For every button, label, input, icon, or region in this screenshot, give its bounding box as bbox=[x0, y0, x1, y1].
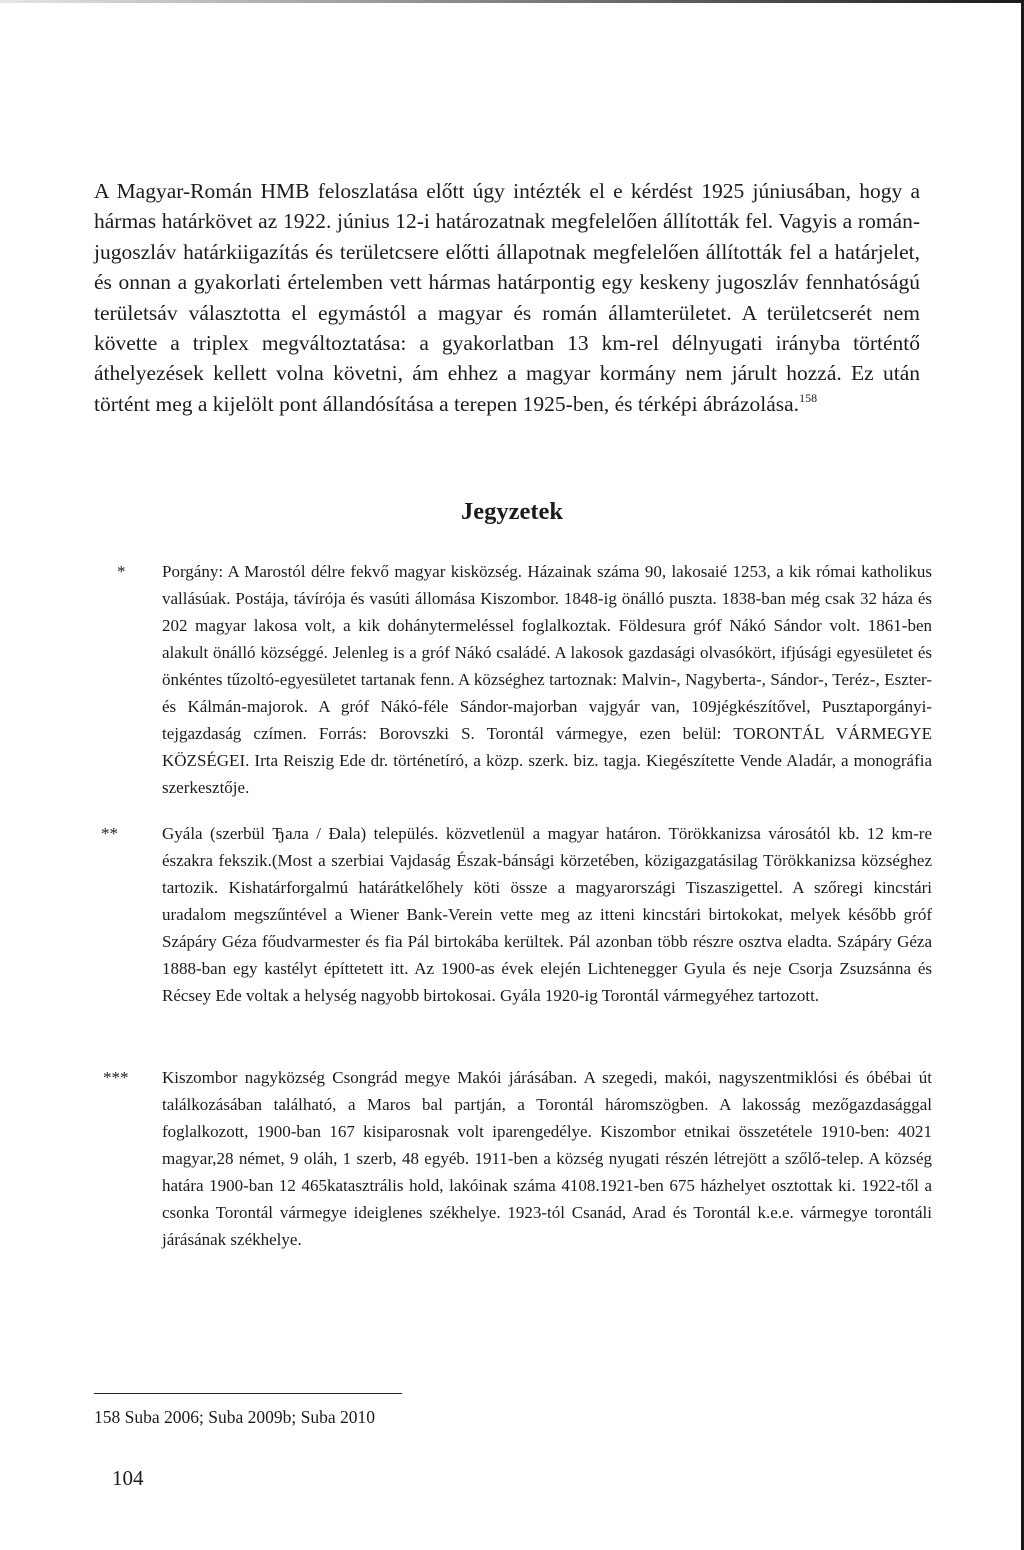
notes-heading: Jegyzetek bbox=[460, 498, 564, 525]
note-text: Gyála (szerbül Ђала / Đala) település. közvetlenül a magyar határon. Törökkanizsa városától kb. 12 km-re északra fekszik.(Most a szerbiai Vajdaság Észak-bánsági körzetében, közigazgatásilag Törökkanizsa községhez tartozik. Kishatárforgalmú határátkelőhely köti össze a magyarországi Tiszaszigettel. A szőregi kincstári uradalom megszűntével a Wiener Bank-Verein vette meg az itteni kincstári birtokokat, melyek később gróf Szápáry Géza főudvarmester és fia Pál birtokába kerültek. Pál azonban több részre osztva eladta. Szápáry Géza 1888-ban egy kastélyt építtetett itt. Az 1900-as évek elején Lichtenegger Gyula és neje Csorja Zsuzsánna és Récsey Ede voltak a helység nagyobb birtokosai. Gyála 1920-ig Torontál vármegyéhez tartozott. bbox=[162, 824, 932, 1005]
footnote: 158 Suba 2006; Suba 2009b; Suba 2010 bbox=[94, 1407, 375, 1427]
note-text: Kiszombor nagyközség Csongrád megye Makói járásában. A szegedi, makói, nagyszentmiklósi és óbébai út találkozásában található, a Maros bal partján, a Torontál háromszögben. A lakosság mezőgazdasággal foglalkozott, 1900-ban 167 kisiparosnak volt iparengedélye. Kiszombor etnikai összetétele 1910-ben: 4021 magyar,28 német, 9 oláh, 1 szerb, 48 egyéb. 1911-ben a község nyugati részén létrejött a szőlő-telep. A község határa 1900-ban 12 465katasztrális hold, lakóinak száma 4108.1921-ben 675 házhelyet osztottak ki. 1922-től a csonka Torontál vármegye ideiglenes székhelye. 1923-tól Csanád, Arad és Torontál k.e.e. vármegye torontáli járásának székhelye. bbox=[162, 1068, 932, 1249]
note-marker: ** bbox=[101, 824, 118, 843]
footnote-reference[interactable]: 158 bbox=[799, 390, 818, 405]
note-marker: * bbox=[117, 562, 126, 581]
note-marker: *** bbox=[103, 1068, 129, 1087]
top-border-line bbox=[0, 0, 1024, 3]
main-paragraph-text: A Magyar-Román HMB feloszlatása előtt úgy intézték el e kérdést 1925 júniusában, hogy a hármas határkövet az 1922. június 12-i határozatnak megfelelően állították fel. Vagyis a román-jugoszláv határkiigazítás és területcsere előtti állapotnak megfelelően állították fel a határjelet, és onnan a gyakorlati értelemben vett hármas határpontig egy keskeny jugoszláv fennhatóságú területsáv választotta el egymástól a magyar és román államterületet. A területcserét nem követte a triplex megváltoztatása: a gyakorlatban 13 km-rel délnyugati irányba történtő áthelyezések kellett volna követni, ám ehhez a magyar kormány nem járult hozzá. Ez után történt meg a kijelölt pont állandósítása a terepen 1925-ben, és térképi ábrázolása. bbox=[94, 179, 920, 416]
footnote-separator bbox=[94, 1393, 402, 1394]
page-number: 104 bbox=[112, 1466, 144, 1490]
note-text: Porgány: A Marostól délre fekvő magyar kisközség. Házainak száma 90, lakosaié 1253, a kik római katholikus vallásúak. Postája, távírója és vasúti állomása Kiszombor. 1848-ig önálló puszta. 1838-ban még csak 32 háza és 202 magyar lakosa volt, a kik dohánytermeléssel foglalkoztak. Földesura gróf Nákó Sándor volt. 1861-ben alakult önálló községgé. Jelenleg is a gróf Nákó családé. A lakosok gazdasági olvasókört, ifjúsági egyesületet és önkéntes tűzoltó-egyesületet tartanak fenn. A községhez tartoznak: Malvin-, Nagyberta-, Sándor-, Teréz-, Eszter- és Kálmán-majorok. A gróf Nákó-féle Sándor-majorban vajgyár van, 109jégkészítővel, Pusztaporgányi-tejgazdaság czímen. Forrás: Borovszki S. Torontál vármegye, ezen belül: TORONTÁL VÁRMEGYE KÖZSÉGEI. Irta Reiszig Ede dr. történetíró, a közp. szerk. biz. tagja. Kiegészítette Vende Aladár, a monográfia szerkesztője. bbox=[162, 562, 932, 797]
main-paragraph bbox=[94, 176, 920, 419]
